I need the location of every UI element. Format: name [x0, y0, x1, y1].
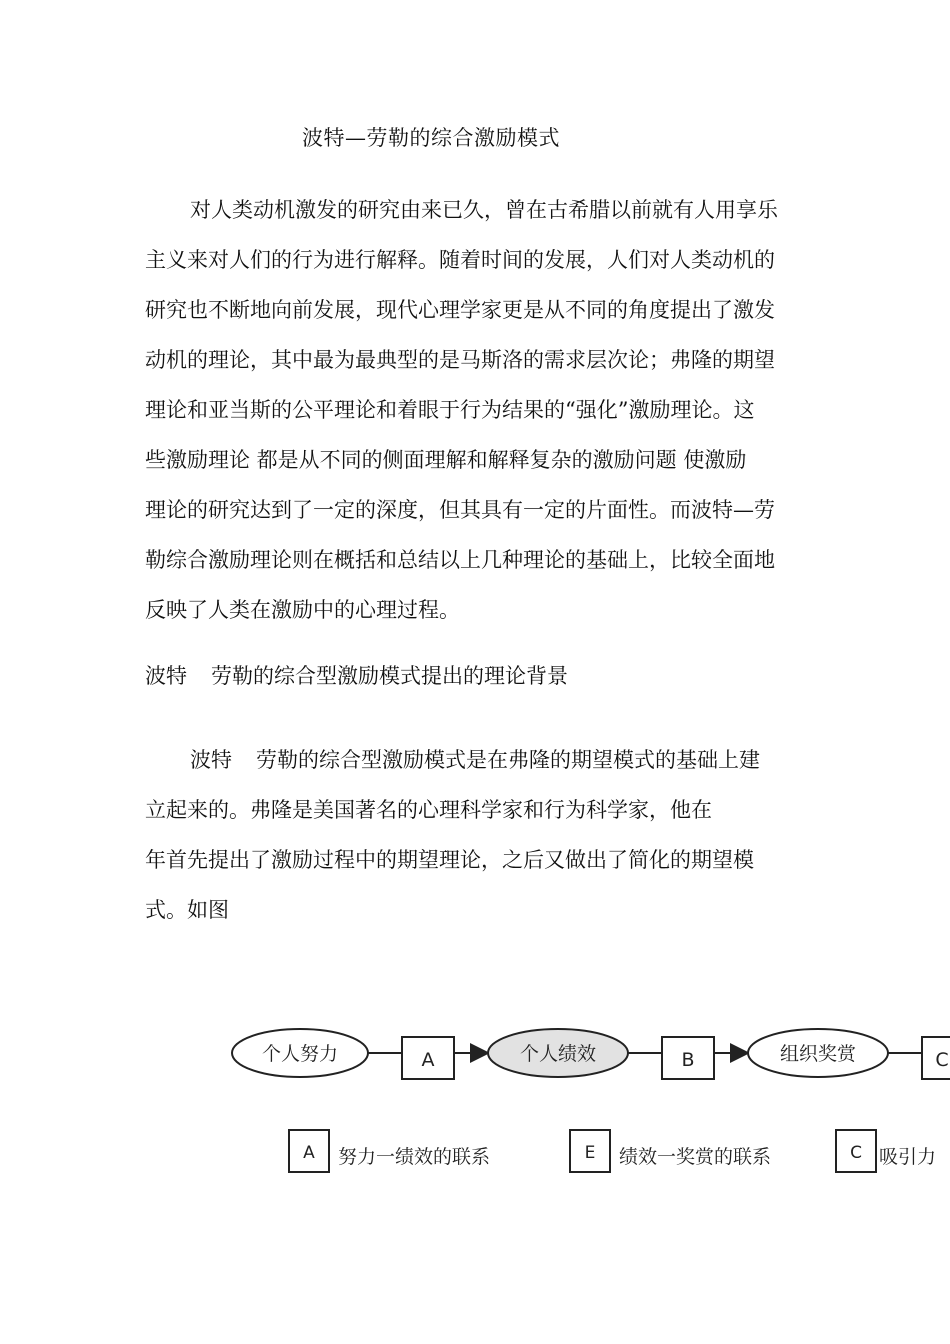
- heading-part1: 波特: [145, 664, 187, 688]
- box-c-label: C: [935, 1049, 949, 1071]
- reward-ellipse-label: 组织奖赏: [779, 1043, 857, 1065]
- paragraph-line: 立起来的。弗隆是美国著名的心理科学家和行为科学家，他在: [145, 798, 712, 822]
- legend-text-a: 努力一绩效的联系: [338, 1146, 491, 1168]
- expectancy-model-diagram: [0, 980, 950, 1200]
- heading-part2: 劳勒的综合型激励模式提出的理论背景: [211, 664, 568, 688]
- document-title: 波特—劳勒的综合激励模式: [302, 126, 560, 150]
- effort-ellipse-label: 个人努力: [261, 1043, 339, 1065]
- paragraph-line: 式。如图: [145, 898, 229, 922]
- background-paragraph: [145, 735, 810, 935]
- paragraph-line-start: 波特: [190, 748, 232, 772]
- paragraph-line: 年首先提出了激励过程中的期望理论，之后又做出了简化的期望模: [145, 848, 754, 872]
- paragraph-line: 对人类动机激发的研究由来已久，曾在古希腊以前就有人用享乐: [190, 198, 778, 222]
- performance-ellipse-label: 个人绩效: [519, 1043, 597, 1065]
- legend-key-a-label: A: [303, 1143, 315, 1163]
- intro-paragraph: [145, 185, 810, 635]
- box-b-label: B: [681, 1049, 695, 1071]
- legend-key-e-label: E: [584, 1143, 596, 1163]
- legend-text-e: 绩效一奖赏的联系: [619, 1146, 772, 1168]
- paragraph-line-rest: 劳勒的综合型激励模式是在弗隆的期望模式的基础上建: [256, 748, 760, 772]
- paragraph-line: 动机的理论，其中最为最典型的是马斯洛的需求层次论；弗隆的期望: [145, 348, 775, 372]
- paragraph-line: 主义来对人们的行为进行解释。随着时间的发展，人们对人类动机的: [145, 248, 775, 272]
- paragraph-line: 反映了人类在激励中的心理过程。: [145, 598, 460, 622]
- legend-text-c: 吸引力: [879, 1146, 937, 1168]
- paragraph-line: 勒综合激励理论则在概括和总结以上几种理论的基础上，比较全面地: [145, 548, 775, 572]
- paragraph-line: 研究也不断地向前发展，现代心理学家更是从不同的角度提出了激发: [145, 298, 775, 322]
- paragraph-line: 理论和亚当斯的公平理论和着眼于行为结果的“强化”激励理论。这: [145, 398, 755, 422]
- legend-key-c-label: C: [850, 1143, 862, 1163]
- paragraph-line: 些激励理论 都是从不同的侧面理解和解释复杂的激励问题 使激励: [145, 448, 747, 472]
- section-heading: [145, 660, 568, 690]
- paragraph-line: 理论的研究达到了一定的深度，但其具有一定的片面性。而波特—劳: [145, 498, 775, 522]
- box-a-label: A: [421, 1049, 435, 1071]
- paragraph-line: [145, 735, 810, 785]
